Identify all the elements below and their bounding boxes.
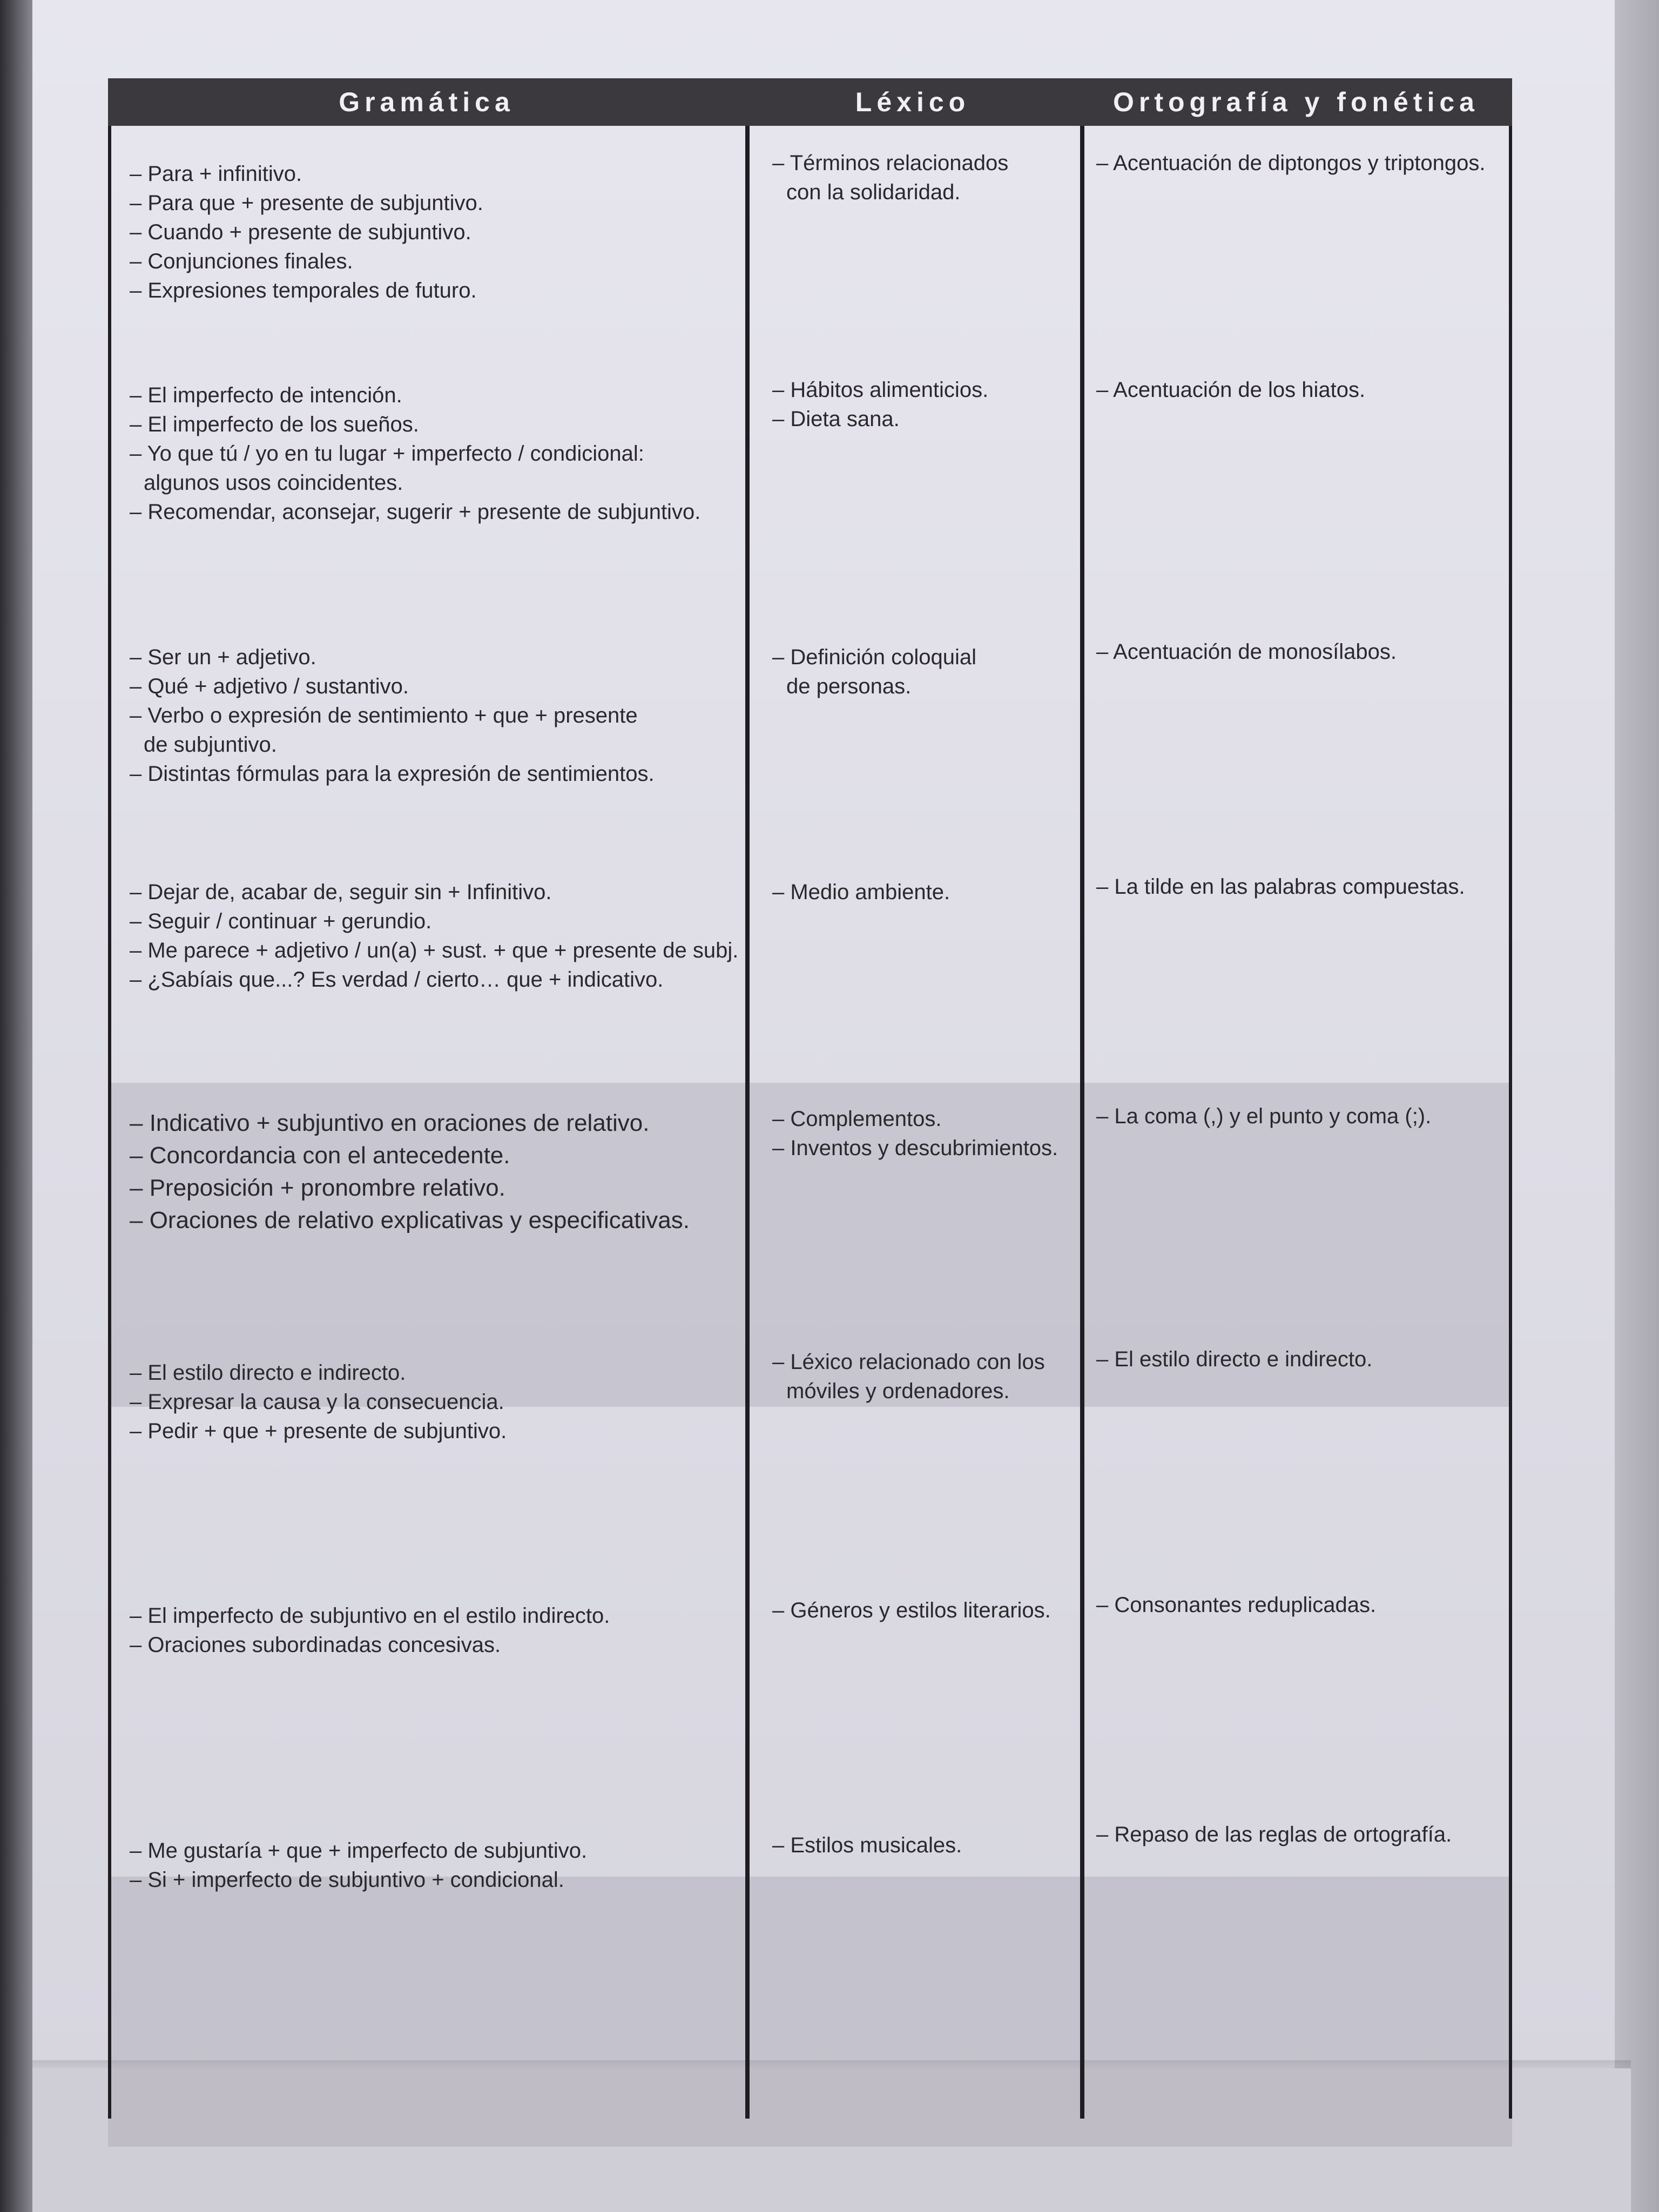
cell-text: – Me gustaría + que + imperfecto de subjuntivo. [130,1839,588,1863]
cell-text: – Hábitos alimenticios. [772,378,989,402]
contents-table [108,78,1512,2071]
grammar-cell [130,1107,767,1237]
cell-text: algunos usos coincidentes. [144,471,403,495]
spelling-cell [1096,637,1518,666]
cell-text: – Definición coloquial [772,645,977,669]
cell-text: de subjuntivo. [144,733,277,757]
cell-text: – Conjunciones finales. [130,249,353,273]
table-row [108,1104,1512,1323]
cell-text: – El imperfecto de intención. [130,383,402,407]
cell-text: móviles y ordenadores. [786,1379,1010,1403]
lexicon-cell [772,375,1075,434]
table-row [108,1347,1512,1574]
cell-text: – Distintas fórmulas para la expresión de sentimientos. [130,762,655,786]
cell-text: – Inventos y descubrimientos. [772,1136,1058,1160]
table-header [108,78,1512,126]
cell-text: – Dieta sana. [772,407,900,431]
spelling-cell [1096,1102,1518,1131]
grammar-cell [130,878,767,994]
cell-text: – Oraciones de relativo explicativas y especificativas. [130,1207,690,1233]
cell-text: – El imperfecto de subjuntivo en el estilo indirecto. [130,1604,610,1628]
cell-text: – La coma (,) y el punto y coma (;). [1096,1104,1432,1128]
table-row [108,640,1512,880]
cell-text: – Acentuación de los hiatos. [1096,378,1366,402]
lexicon-cell [772,643,1075,701]
cell-text: de personas. [786,675,912,698]
cell-text: – Concordancia con el antecedente. [130,1142,510,1169]
cell-text: – ¿Sabíais que...? Es verdad / cierto… que + indicativo. [130,968,664,992]
table-row [108,151,1512,375]
cell-text: – Para + infinitivo. [130,162,302,186]
cell-text: – El imperfecto de los sueños. [130,413,419,436]
cell-text: – Preposición + pronombre relativo. [130,1175,505,1201]
spelling-cell [1096,1345,1518,1374]
cell-text: – Recomendar, aconsejar, sugerir + presente de subjuntivo. [130,500,701,524]
cell-text: – El estilo directo e indirecto. [1096,1347,1373,1371]
grammar-cell [130,1601,767,1660]
cell-text: – Me parece + adjetivo / un(a) + sust. + que + presente de subj. [130,939,739,962]
lexicon-cell [772,878,1075,907]
lexicon-cell [772,1831,1075,1860]
page-edge-shadow [1615,0,1659,2212]
cell-text: – Pedir + que + presente de subjuntivo. [130,1419,507,1443]
spelling-cell [1096,149,1518,178]
grammar-cell [130,1836,767,1894]
table-row [108,378,1512,618]
cell-text: – Repaso de las reglas de ortografía. [1096,1823,1452,1846]
header-lexicon: Léxico [855,87,970,117]
cell-text: – Acentuación de monosílabos. [1096,640,1397,664]
cell-text: – El estilo directo e indirecto. [130,1361,406,1385]
grammar-cell [130,643,767,788]
cell-text: – Expresiones temporales de futuro. [130,279,477,302]
spelling-cell [1096,1820,1518,1849]
cell-text: – Acentuación de diptongos y triptongos. [1096,151,1486,175]
cell-text: – Complementos. [772,1107,942,1131]
grammar-cell [130,1358,767,1446]
cell-text: – Expresar la causa y la consecuencia. [130,1390,504,1414]
cell-text: – La tilde en las palabras compuestas. [1096,875,1465,899]
cell-text: – Qué + adjetivo / sustantivo. [130,675,409,698]
header-spelling: Ortografía y fonética [1113,87,1479,117]
lexicon-cell [772,1347,1075,1406]
cell-text: – Estilos musicales. [772,1833,962,1857]
cell-text: – Indicativo + subjuntivo en oraciones de relativo. [130,1110,650,1136]
cell-text: – Dejar de, acabar de, seguir sin + Infinitivo. [130,880,552,904]
header-grammar: Gramática [339,87,515,117]
lexicon-cell [772,1596,1075,1625]
lexicon-cell [772,149,1075,207]
table-row [108,1593,1512,1817]
cell-text: – Verbo o expresión de sentimiento + que + presente [130,704,638,727]
cell-text: – Oraciones subordinadas concesivas. [130,1633,501,1657]
cell-text: – Si + imperfecto de subjuntivo + condicional. [130,1868,564,1892]
lexicon-cell [772,1104,1075,1163]
spelling-cell [1096,375,1518,404]
cell-text: – Medio ambiente. [772,880,950,904]
cell-text: – Géneros y estilos literarios. [772,1599,1051,1622]
cell-text: – Para que + presente de subjuntivo. [130,191,483,215]
spelling-cell [1096,872,1518,901]
table-row [108,875,1512,1083]
cell-text: – Seguir / continuar + gerundio. [130,909,432,933]
spelling-cell [1096,1590,1518,1620]
cell-text: – Yo que tú / yo en tu lugar + imperfecto / condicional: [130,442,644,466]
grammar-cell [130,159,767,305]
cell-text: con la solidaridad. [786,180,961,204]
table-row [108,1823,1512,2052]
grammar-cell [130,381,767,527]
cell-text: – Léxico relacionado con los [772,1350,1045,1374]
cell-text: – Cuando + presente de subjuntivo. [130,220,471,244]
cell-text: – Ser un + adjetivo. [130,645,316,669]
cell-text: – Términos relacionados [772,151,1009,175]
cell-text: – Consonantes reduplicadas. [1096,1593,1377,1617]
